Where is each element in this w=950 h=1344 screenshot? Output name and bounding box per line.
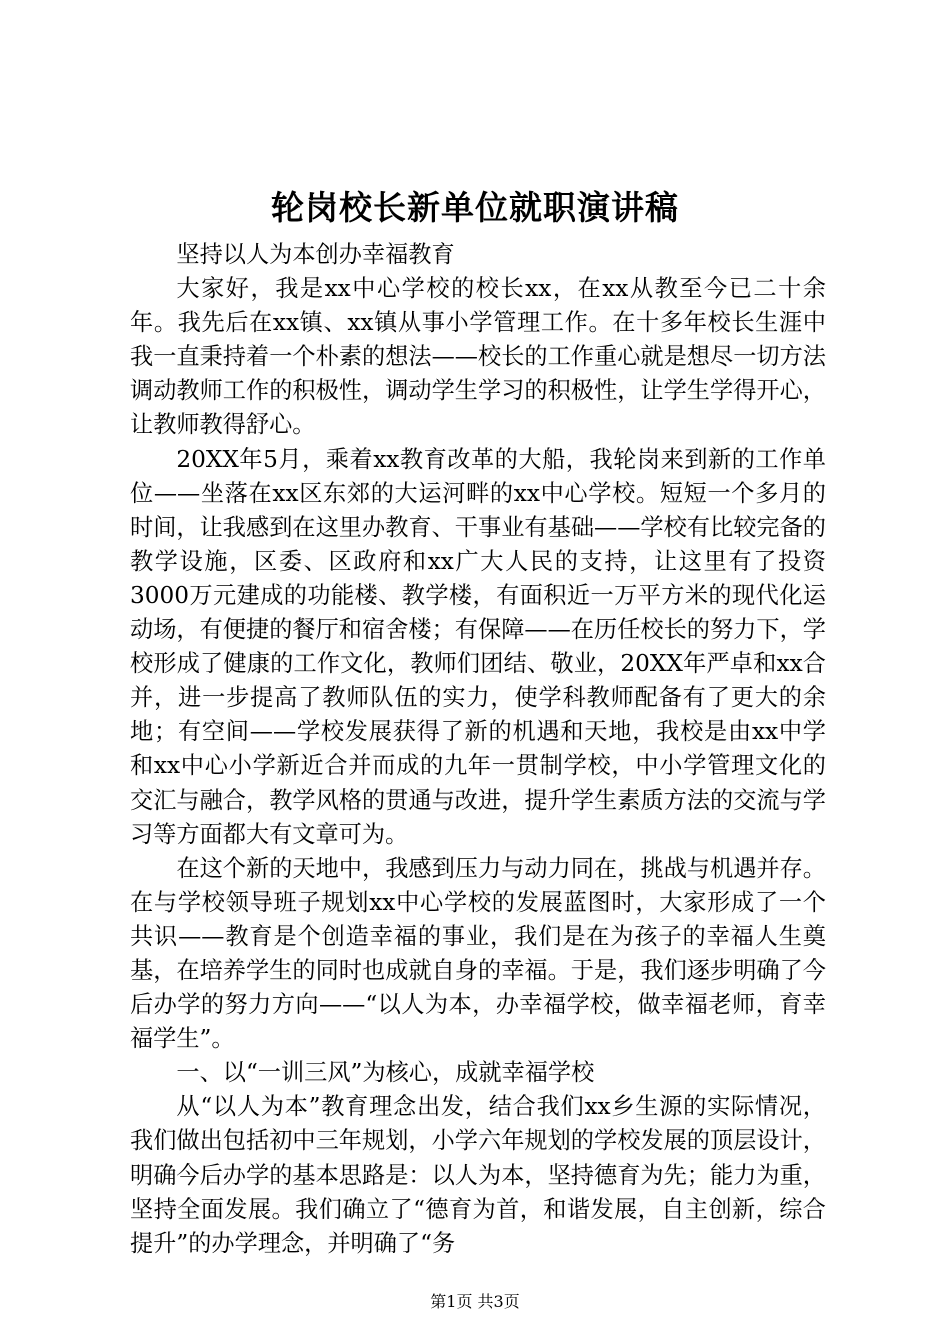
body-paragraph: 20XX年5月，乘着xx教育改革的大船，我轮岗来到新的工作单位——坐落在xx区东郊的大运河畔的xx中心学校。短短一个多月的时间，让我感到在这里办教育、干事业有基础——学校有比较完备的教学设施，区委、区政府和xx广大人民的支持，让这里有了投资3000万元建成的功能楼、教学楼，有面积近一万平方米的现代化运动场，有便捷的餐厅和宿舍楼；有保障——在历任校长的努力下，学校形成了健康的工作文化，教师们团结、敬业，20XX年严卓和xx合并，进一步提高了教师队伍的实力，使学科教师配备有了更大的余地；有空间——学校发展获得了新的机遇和天地，我校是由xx中学和xx中心小学新近合并而成的九年一贯制学校，中小学管理文化的交汇与融合，教学风格的贯通与改进，提升学生素质方法的交流与学习等方面都大有文章可为。	[130, 445, 826, 848]
body-paragraph: 在这个新的天地中，我感到压力与动力同在，挑战与机遇并存。在与学校领导班子规划xx中心学校的发展蓝图时，大家形成了一个共识——教育是个创造幸福的事业，我们是在为孩子的幸福人生奠基，在培养学生的同时也成就自身的幸福。于是，我们逐步明确了今后办学的努力方向——“以人为本，办幸福学校，做幸福老师，育幸福学生”。	[130, 854, 826, 1053]
section-heading: 一、以“一训三风”为核心，成就幸福学校	[176, 1059, 595, 1087]
body-paragraph: 大家好，我是xx中心学校的校长xx，在xx从教至今已二十余年。我先后在xx镇、xx镇从事小学管理工作。在十多年校长生涯中我一直秉持着一个朴素的想法——校长的工作重心就是想尽一切方法调动教师工作的积极性，调动学生学习的积极性，让学生学得开心，让教师教得舒心。	[130, 275, 826, 439]
document-body	[130, 238, 826, 1261]
body-paragraph: 从“以人为本”教育理念出发，结合我们xx乡生源的实际情况，我们做出包括初中三年规划，小学六年规划的学校发展的顶层设计，明确今后办学的基本思路是：以人为本，坚持德育为先；能力为重，坚持全面发展。我们确立了“德育为首，和谐发展，自主创新，综合提升”的办学理念，并明确了“务	[130, 1093, 826, 1257]
subtitle-paragraph: 坚持以人为本创办幸福教育	[176, 241, 455, 268]
page-number-footer: 第1页 共3页	[430, 1292, 520, 1311]
document-title: 轮岗校长新单位就职演讲稿	[271, 188, 679, 227]
